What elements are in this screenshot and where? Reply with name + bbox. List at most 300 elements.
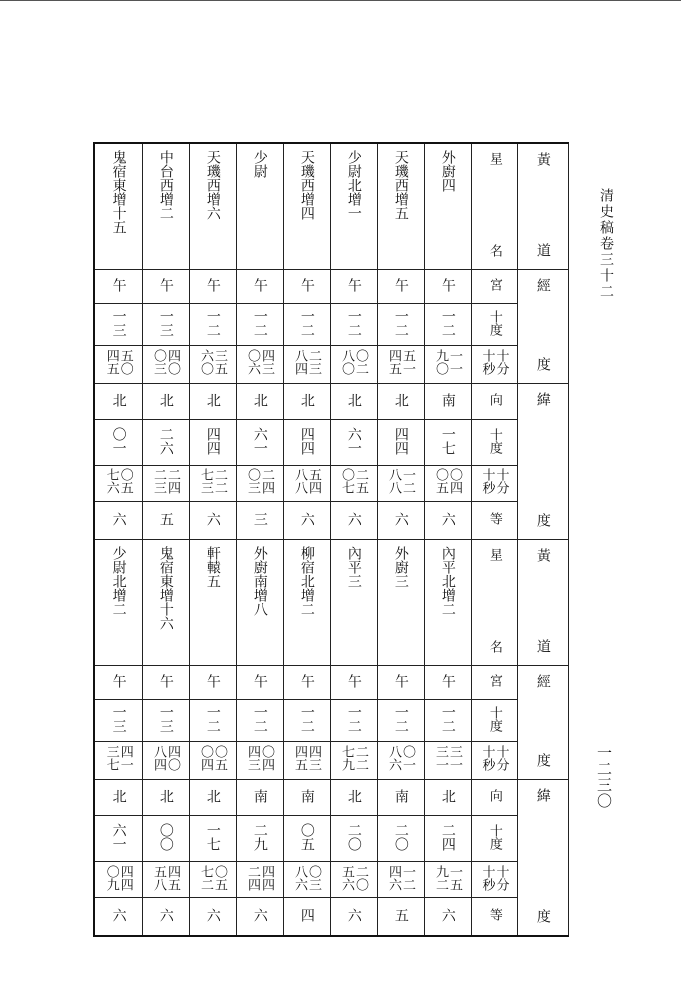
deng-label: 等 [486, 908, 502, 922]
longitude-minsec-cell [424, 345, 471, 383]
longitude-minsec-cell [142, 345, 189, 383]
du2-label: 度 [534, 909, 551, 924]
star-name: 軒轅五 [204, 546, 221, 588]
minute-unit-label: 十分 [493, 349, 509, 376]
palace-value: 午 [392, 673, 409, 688]
magnitude-value: 五 [157, 511, 174, 526]
dao-label: 道 [534, 639, 551, 654]
star-name: 柳宿北增二 [298, 546, 315, 616]
latitude-degree-cell [283, 816, 330, 861]
star-name: 中台西增二 [157, 150, 174, 220]
du2-label: 度 [534, 513, 551, 528]
minutes-value: 一二 [400, 468, 415, 495]
seconds-value: 五六 [339, 864, 354, 891]
longitude-degree-cell [377, 304, 424, 345]
magnitude-value: 六 [251, 907, 268, 922]
huang-label: 黃 [534, 152, 551, 166]
longitude-minsec-cell [330, 345, 377, 383]
longitude-minsec-cell [189, 345, 236, 383]
minutes-value: 一一 [447, 349, 462, 376]
minutes-value: 〇一 [400, 745, 415, 772]
direction-value: 南 [298, 788, 315, 803]
star-name-cell [377, 540, 424, 666]
seconds-value: 八四 [292, 349, 307, 376]
du-label: 度 [534, 753, 551, 768]
latitude-degree-cell [424, 816, 471, 861]
table-row [94, 666, 568, 700]
magnitude-value: 六 [392, 511, 409, 526]
magnitude-cell [377, 898, 424, 936]
minutes-value: 四〇 [165, 349, 180, 376]
magnitude-value: 六 [439, 907, 456, 922]
direction-value: 北 [345, 788, 362, 803]
star-name: 天璣西增六 [204, 150, 221, 220]
seconds-value: 二三 [151, 468, 166, 495]
longitude-degree-value: 一二 [298, 704, 315, 733]
direction-cell [189, 780, 236, 816]
star-name: 外廚南增八 [251, 546, 268, 616]
magnitude-cell [330, 898, 377, 936]
star-name-cell [94, 143, 142, 270]
direction-cell [283, 780, 330, 816]
star-name: 外廚四 [439, 150, 456, 192]
magnitude-value: 六 [345, 511, 362, 526]
seconds-value: 九〇 [433, 349, 448, 376]
degree-label-label-cell [471, 700, 517, 741]
seconds-value: 七三 [198, 468, 213, 495]
direction-value: 北 [157, 788, 174, 803]
xiang-label: 向 [486, 393, 502, 407]
magnitude-cell [94, 501, 142, 539]
deng-label-cell [471, 898, 517, 936]
star-label: 星 [486, 548, 502, 561]
minutes-value: 二二 [212, 468, 227, 495]
palace-value: 午 [392, 277, 409, 292]
longitude-degree-cell [142, 700, 189, 741]
longitude-header-cell [517, 666, 568, 780]
direction-cell [283, 384, 330, 420]
minutes-value: 一二 [400, 864, 415, 891]
star-name-cell [377, 143, 424, 270]
degree-label-label-cell [471, 304, 517, 345]
minutes-value: 〇三 [306, 864, 321, 891]
direction-cell [236, 780, 283, 816]
latitude-degree-cell [189, 816, 236, 861]
direction-value: 北 [157, 392, 174, 407]
longitude-degree-cell [424, 700, 471, 741]
latitude-minsec-cell [330, 465, 377, 501]
gong-label: 宮 [486, 278, 502, 292]
minsec-label-cell [471, 741, 517, 779]
direction-cell [330, 384, 377, 420]
longitude-minsec-cell [142, 741, 189, 779]
direction-value: 南 [439, 392, 456, 407]
seconds-value: 二四 [245, 864, 260, 891]
longitude-degree-cell [377, 700, 424, 741]
second-unit-label: 十秒 [479, 468, 495, 495]
seconds-value: 八八 [386, 468, 401, 495]
longitude-degree-value: 一三 [157, 308, 174, 337]
palace-cell [189, 270, 236, 304]
palace-cell [94, 270, 142, 304]
direction-value: 北 [392, 392, 409, 407]
palace-cell [424, 270, 471, 304]
longitude-degree-value: 一二 [345, 308, 362, 337]
star-name: 少尉北增一 [345, 150, 362, 220]
latitude-degree-cell [142, 816, 189, 861]
jing-label: 經 [534, 674, 551, 688]
latitude-degree-cell [94, 816, 142, 861]
palace-value: 午 [251, 673, 268, 688]
latitude-minsec-cell [283, 465, 330, 501]
minutes-value: 一五 [447, 864, 462, 891]
direction-cell [377, 384, 424, 420]
latitude-degree-value: 二九 [251, 822, 268, 851]
latitude-degree-value: 〇五 [298, 822, 315, 851]
longitude-degree-value: 一三 [110, 308, 127, 337]
wei-label: 緯 [534, 788, 551, 802]
palace-cell [330, 666, 377, 700]
table-row [94, 816, 568, 861]
seconds-value: 七六 [103, 468, 119, 495]
latitude-degree-value: 六一 [251, 426, 268, 455]
huang-label: 黃 [534, 548, 551, 562]
star-name: 鬼宿東增十六 [157, 546, 174, 630]
seconds-value: 八〇 [339, 349, 354, 376]
minute-unit-label: 十分 [493, 468, 509, 495]
direction-value: 北 [204, 392, 221, 407]
palace-value: 午 [110, 277, 127, 292]
table-row [94, 780, 568, 816]
lat-degree_label-label: 十度 [486, 823, 502, 850]
dao-label: 道 [534, 243, 551, 258]
magnitude-cell [377, 501, 424, 539]
longitude-minsec-cell [236, 345, 283, 383]
palace-value: 午 [345, 277, 362, 292]
latitude-degree-cell [236, 816, 283, 861]
star-name-cell [424, 540, 471, 666]
second-unit-label: 十秒 [479, 349, 495, 376]
magnitude-cell [283, 501, 330, 539]
latitude-minsec-cell [424, 861, 471, 897]
longitude-degree-cell [236, 304, 283, 345]
seconds-value: 四三 [245, 745, 260, 772]
palace-value: 午 [298, 277, 315, 292]
direction-cell [377, 780, 424, 816]
longitude-degree-cell [330, 700, 377, 741]
latitude-degree-value: 一七 [204, 822, 221, 851]
minutes-value: 〇四 [447, 468, 462, 495]
ecliptic-header-cell [517, 540, 568, 666]
seconds-value: 〇六 [245, 349, 260, 376]
lat-degree_label-label-cell [471, 420, 517, 465]
longitude-degree-value: 一二 [251, 308, 268, 337]
longitude-degree-value: 一二 [439, 308, 456, 337]
magnitude-cell [424, 501, 471, 539]
star-name: 內平北增二 [439, 546, 456, 616]
minutes-value: 四三 [306, 745, 321, 772]
latitude-degree-value: 六一 [345, 426, 362, 455]
minutes-value: 〇二 [353, 349, 368, 376]
longitude-degree-value: 一三 [157, 704, 174, 733]
star-label-cell [471, 540, 517, 666]
latitude-minsec-cell [142, 465, 189, 501]
magnitude-cell [189, 501, 236, 539]
table-row [94, 345, 568, 383]
star-name: 外廚三 [392, 546, 409, 588]
magnitude-cell [236, 501, 283, 539]
latitude-degree-value: 二六 [157, 426, 174, 455]
xiang-label: 向 [486, 789, 502, 803]
table-row [94, 304, 568, 345]
longitude-degree-value: 一三 [110, 704, 127, 733]
palace-cell [236, 270, 283, 304]
longitude-degree-cell [189, 700, 236, 741]
star-name: 鬼宿東增十五 [110, 150, 127, 234]
seconds-value: 九二 [433, 864, 448, 891]
seconds-value: 四六 [386, 864, 401, 891]
magnitude-value: 六 [110, 511, 127, 526]
direction-value: 南 [392, 788, 409, 803]
seconds-value: 三一 [433, 745, 448, 772]
magnitude-value: 六 [157, 907, 174, 922]
star-name-cell [189, 540, 236, 666]
star-name-cell [189, 143, 236, 270]
direction-value: 北 [439, 788, 456, 803]
direction-cell [424, 780, 471, 816]
palace-value: 午 [298, 673, 315, 688]
latitude-degree-cell [377, 420, 424, 465]
star-name-cell [283, 540, 330, 666]
second-unit-label: 十秒 [479, 745, 495, 772]
latitude-degree-cell [330, 420, 377, 465]
magnitude-cell [189, 898, 236, 936]
minsec-label-cell [471, 465, 517, 501]
star-label: 星 [486, 152, 502, 165]
minutes-value: 〇五 [212, 864, 227, 891]
degree-label-label: 十度 [486, 705, 502, 732]
name-label: 名 [486, 640, 502, 654]
longitude-degree-cell [94, 700, 142, 741]
minutes-value: 二〇 [353, 864, 368, 891]
minute-unit-label: 十分 [493, 864, 509, 891]
degree-label-label: 十度 [486, 309, 502, 336]
magnitude-value: 六 [439, 511, 456, 526]
gong-label: 宮 [486, 674, 502, 688]
latitude-degree-value: 六一 [110, 822, 127, 851]
minutes-value: 五四 [306, 468, 321, 495]
latitude-minsec-cell [236, 465, 283, 501]
seconds-value: 〇四 [198, 745, 213, 772]
minutes-value: 四三 [259, 349, 274, 376]
star-name: 少尉 [251, 150, 268, 178]
longitude-degree-value: 一二 [392, 704, 409, 733]
palace-cell [424, 666, 471, 700]
table-row [94, 861, 568, 897]
longitude-minsec-cell [377, 741, 424, 779]
longitude-degree-value: 一二 [392, 308, 409, 337]
magnitude-cell [283, 898, 330, 936]
latitude-minsec-cell [236, 861, 283, 897]
longitude-degree-value: 一二 [204, 308, 221, 337]
longitude-minsec-cell [94, 345, 142, 383]
longitude-degree-value: 一二 [204, 704, 221, 733]
jing-label: 經 [534, 278, 551, 292]
latitude-minsec-cell [330, 861, 377, 897]
longitude-minsec-cell [236, 741, 283, 779]
minutes-value: 三一 [447, 745, 462, 772]
latitude-minsec-cell [377, 465, 424, 501]
wei-label: 緯 [534, 392, 551, 406]
minutes-value: 二三 [306, 349, 321, 376]
seconds-value: 四五 [292, 745, 307, 772]
latitude-degree-value: 二〇 [345, 822, 362, 851]
latitude-degree-cell [189, 420, 236, 465]
table-row [94, 420, 568, 465]
longitude-degree-value: 一二 [251, 704, 268, 733]
magnitude-cell [424, 898, 471, 936]
seconds-value: 六〇 [198, 349, 213, 376]
star-name-cell [330, 143, 377, 270]
second-unit-label: 十秒 [479, 864, 495, 891]
star-name-cell [236, 540, 283, 666]
latitude-minsec-cell [377, 861, 424, 897]
deng-label: 等 [486, 512, 502, 526]
star-name: 內平三 [345, 546, 362, 588]
star-name-cell [142, 143, 189, 270]
magnitude-value: 六 [204, 907, 221, 922]
latitude-degree-value: 〇一 [110, 426, 127, 455]
direction-value: 北 [204, 788, 221, 803]
minutes-value: 五〇 [117, 349, 133, 376]
ecliptic-header-cell [517, 143, 568, 270]
longitude-degree-value: 一二 [345, 704, 362, 733]
longitude-degree-cell [424, 304, 471, 345]
palace-value: 午 [204, 277, 221, 292]
seconds-value: 八六 [292, 864, 307, 891]
palace-cell [142, 270, 189, 304]
palace-cell [283, 666, 330, 700]
palace-cell [94, 666, 142, 700]
latitude-degree-cell [283, 420, 330, 465]
latitude-minsec-cell [283, 861, 330, 897]
latitude-degree-value: 〇〇 [157, 822, 174, 851]
table-row [94, 465, 568, 501]
palace-value: 午 [110, 673, 127, 688]
latitude-degree-cell [236, 420, 283, 465]
magnitude-value: 六 [345, 907, 362, 922]
palace-cell [142, 666, 189, 700]
longitude-minsec-cell [424, 741, 471, 779]
latitude-minsec-cell [94, 861, 142, 897]
latitude-degree-value: 一七 [439, 426, 456, 455]
star-label-cell [471, 143, 517, 270]
minutes-value: 二四 [259, 468, 274, 495]
palace-cell [377, 270, 424, 304]
palace-value: 午 [439, 277, 456, 292]
lat-degree_label-label-cell [471, 816, 517, 861]
palace-value: 午 [345, 673, 362, 688]
latitude-degree-value: 二四 [439, 822, 456, 851]
star-name: 天璣西增五 [392, 150, 409, 220]
minutes-value: 〇五 [212, 745, 227, 772]
seconds-value: 四五 [386, 349, 401, 376]
longitude-degree-cell [189, 304, 236, 345]
star-name: 天璣西增四 [298, 150, 315, 220]
latitude-degree-cell [330, 816, 377, 861]
direction-value: 北 [298, 392, 315, 407]
seconds-value: 〇九 [103, 864, 119, 891]
direction-value: 北 [345, 392, 362, 407]
minutes-value: 四一 [117, 745, 133, 772]
xiang-label-cell [471, 384, 517, 420]
star-name-cell [330, 540, 377, 666]
longitude-header-cell [517, 270, 568, 384]
longitude-degree-cell [330, 304, 377, 345]
latitude-header-cell [517, 780, 568, 937]
minutes-value: 二二 [353, 745, 368, 772]
table-row [94, 898, 568, 936]
minsec-label-cell [471, 861, 517, 897]
minutes-value: 四五 [165, 864, 180, 891]
table-row [94, 700, 568, 741]
longitude-degree-cell [236, 700, 283, 741]
longitude-degree-value: 一二 [439, 704, 456, 733]
palace-cell [377, 666, 424, 700]
palace-cell [330, 270, 377, 304]
table-row [94, 741, 568, 779]
latitude-degree-cell [94, 420, 142, 465]
latitude-degree-cell [377, 816, 424, 861]
magnitude-value: 四 [298, 907, 315, 922]
longitude-minsec-cell [94, 741, 142, 779]
star-name-cell [236, 143, 283, 270]
table-row [94, 501, 568, 539]
palace-value: 午 [157, 277, 174, 292]
seconds-value: 五八 [151, 864, 166, 891]
longitude-degree-cell [283, 700, 330, 741]
direction-cell [330, 780, 377, 816]
latitude-degree-value: 四四 [392, 426, 409, 455]
minute-unit-label: 十分 [493, 745, 509, 772]
minutes-value: 四四 [117, 864, 133, 891]
longitude-minsec-cell [377, 345, 424, 383]
star-name-cell [424, 143, 471, 270]
star-name-cell [142, 540, 189, 666]
magnitude-cell [94, 898, 142, 936]
latitude-degree-value: 二〇 [392, 822, 409, 851]
magnitude-cell [142, 501, 189, 539]
direction-cell [236, 384, 283, 420]
magnitude-cell [330, 501, 377, 539]
direction-value: 北 [110, 392, 127, 407]
latitude-degree-cell [142, 420, 189, 465]
deng-label-cell [471, 501, 517, 539]
book-title: 清史稿卷三十二 [598, 188, 614, 300]
seconds-value: 八八 [292, 468, 307, 495]
top-rule [0, 0, 681, 1]
direction-cell [94, 384, 142, 420]
magnitude-cell [236, 898, 283, 936]
direction-cell [94, 780, 142, 816]
direction-value: 南 [251, 788, 268, 803]
magnitude-value: 三 [251, 511, 268, 526]
latitude-minsec-cell [424, 465, 471, 501]
latitude-degree-value: 四四 [204, 426, 221, 455]
table-row [94, 384, 568, 420]
table-row [94, 143, 568, 270]
minutes-value: 四〇 [165, 745, 180, 772]
